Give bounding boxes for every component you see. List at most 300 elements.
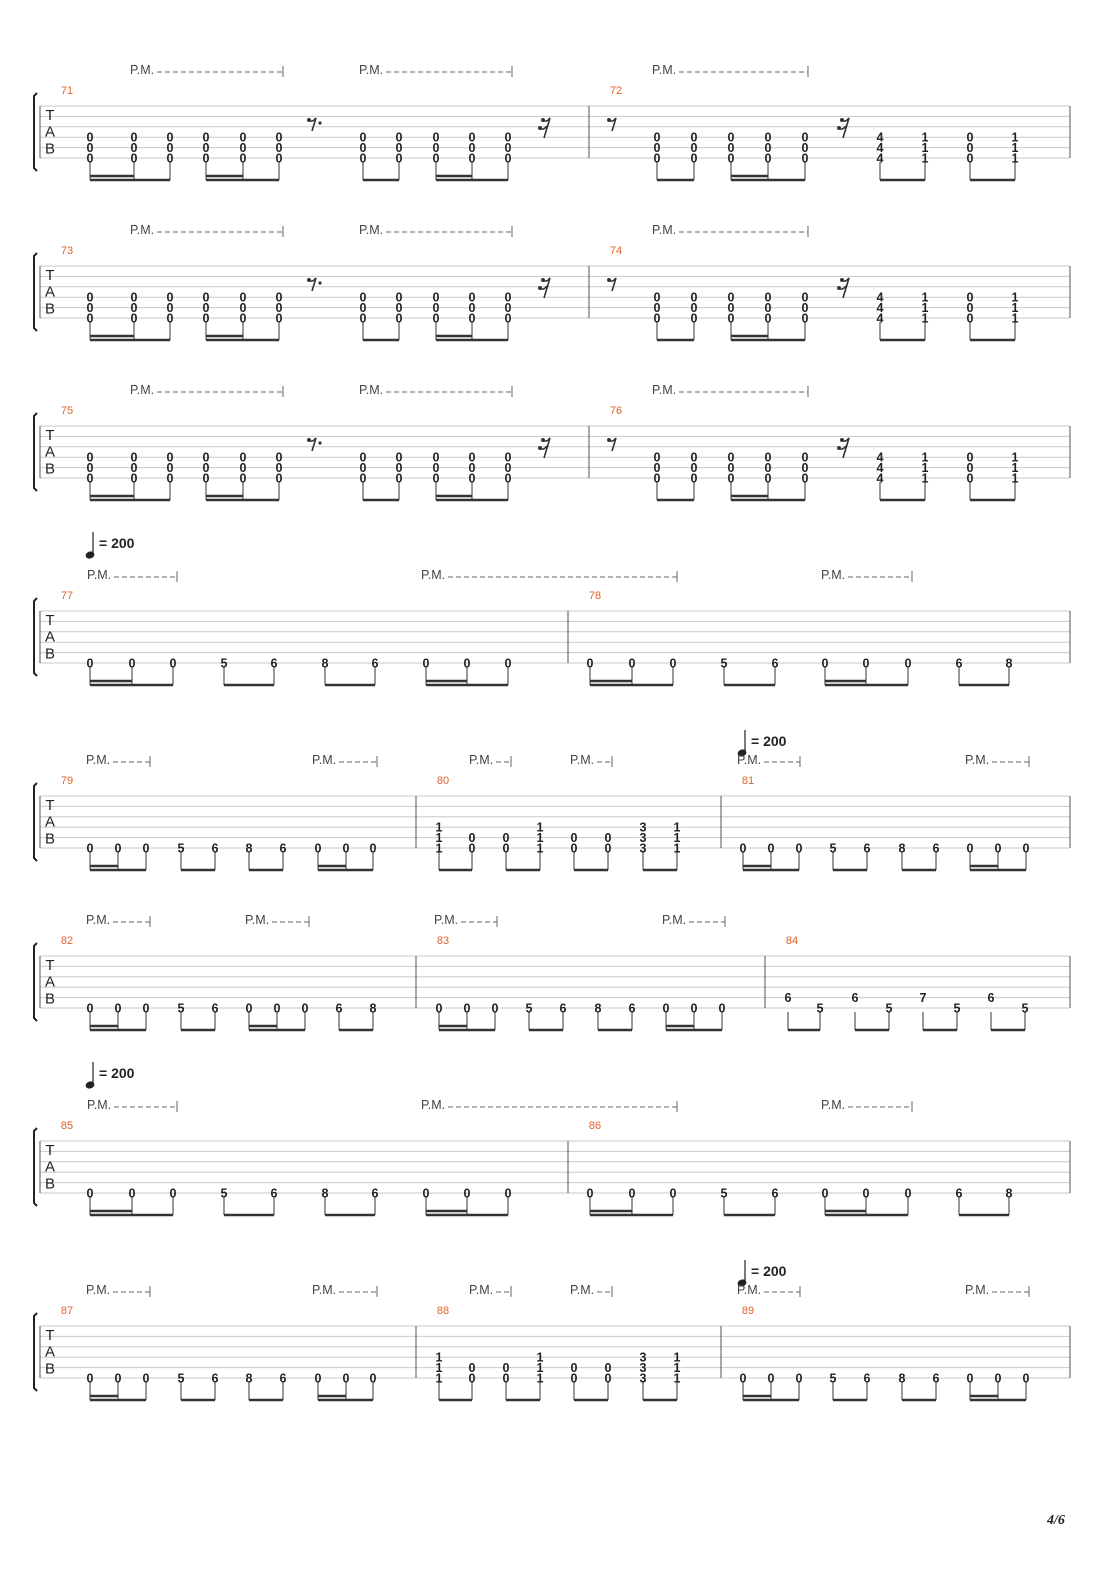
fret-number: 5 xyxy=(720,656,728,671)
fret-number: 6 xyxy=(371,656,379,671)
fret-number: 0 xyxy=(86,290,94,305)
measure-number: 75 xyxy=(60,405,74,417)
fret-number: 5 xyxy=(816,1001,824,1016)
fret-number: 0 xyxy=(764,301,772,316)
fret-number: 0 xyxy=(245,1001,253,1016)
fret-number: 6 xyxy=(955,1186,963,1201)
fret-number: 6 xyxy=(784,991,792,1006)
measure-number: 81 xyxy=(741,775,755,787)
fret-number: 0 xyxy=(764,130,772,145)
fret-number: 5 xyxy=(829,841,837,856)
fret-number: 1 xyxy=(536,831,544,846)
rest-augment-dot xyxy=(318,121,321,124)
fret-number: 0 xyxy=(801,301,809,316)
measure-number: 78 xyxy=(588,590,602,602)
fret-number: 0 xyxy=(275,141,283,156)
fret-number: 0 xyxy=(653,461,661,476)
fret-number: 1 xyxy=(1011,151,1019,166)
fret-number: 0 xyxy=(669,1186,677,1201)
fret-number: 4 xyxy=(876,151,884,166)
fret-number: 5 xyxy=(177,841,185,856)
tab-clef-letter: B xyxy=(44,140,56,158)
fret-number: 0 xyxy=(570,841,578,856)
measure-number: 77 xyxy=(60,590,74,602)
tab-system xyxy=(34,916,1070,1030)
fret-number: 0 xyxy=(130,471,138,486)
fret-number: 0 xyxy=(727,450,735,465)
fret-number: 0 xyxy=(239,471,247,486)
tab-clef-letter: B xyxy=(44,300,56,318)
fret-number: 0 xyxy=(359,311,367,326)
system-bracket xyxy=(34,943,37,1021)
fret-number: 0 xyxy=(86,130,94,145)
fret-number: 0 xyxy=(239,151,247,166)
fret-number: 0 xyxy=(202,311,210,326)
fret-number: 1 xyxy=(673,831,681,846)
fret-number: 0 xyxy=(128,1186,136,1201)
fret-number: 1 xyxy=(536,1361,544,1376)
palm-mute-label: P.M. xyxy=(359,383,384,397)
palm-mute-label: P.M. xyxy=(821,568,846,582)
fret-number: 0 xyxy=(395,141,403,156)
fret-number: 0 xyxy=(275,450,283,465)
fret-number: 0 xyxy=(275,301,283,316)
fret-number: 6 xyxy=(863,1371,871,1386)
fret-number: 0 xyxy=(764,151,772,166)
fret-number: 5 xyxy=(953,1001,961,1016)
fret-number: 0 xyxy=(395,301,403,316)
fret-number: 0 xyxy=(966,290,974,305)
fret-number: 1 xyxy=(536,820,544,835)
tempo-marking: = 200 xyxy=(751,1263,787,1279)
fret-number: 0 xyxy=(166,311,174,326)
fret-number: 0 xyxy=(821,1186,829,1201)
fret-number: 0 xyxy=(86,1371,94,1386)
tab-system xyxy=(34,226,1070,340)
fret-number: 0 xyxy=(504,151,512,166)
fret-number: 0 xyxy=(432,471,440,486)
fret-number: 0 xyxy=(142,841,150,856)
fret-number: 0 xyxy=(432,301,440,316)
fret-number: 0 xyxy=(432,311,440,326)
fret-number: 3 xyxy=(639,841,647,856)
fret-number: 0 xyxy=(468,301,476,316)
fret-number: 0 xyxy=(653,471,661,486)
palm-mute-label: P.M. xyxy=(469,753,494,767)
fret-number: 5 xyxy=(177,1001,185,1016)
measure-number: 76 xyxy=(609,405,623,417)
fret-number: 0 xyxy=(604,831,612,846)
fret-number: 0 xyxy=(653,301,661,316)
fret-number: 1 xyxy=(921,311,929,326)
fret-number: 0 xyxy=(468,461,476,476)
fret-number: 0 xyxy=(727,471,735,486)
fret-number: 3 xyxy=(639,1350,647,1365)
fret-number: 0 xyxy=(653,130,661,145)
fret-number: 0 xyxy=(502,841,510,856)
fret-number: 7 xyxy=(919,991,927,1006)
measure-number: 74 xyxy=(609,245,623,257)
fret-number: 0 xyxy=(359,450,367,465)
measure-number: 84 xyxy=(785,935,799,947)
fret-number: 0 xyxy=(628,656,636,671)
tab-system xyxy=(34,1062,1070,1215)
fret-number: 0 xyxy=(369,841,377,856)
measure-number: 72 xyxy=(609,85,623,97)
fret-number: 0 xyxy=(767,1371,775,1386)
palm-mute-label: P.M. xyxy=(965,1283,990,1297)
tab-clef-letter: T xyxy=(45,612,55,629)
fret-number: 0 xyxy=(718,1001,726,1016)
fret-number: 0 xyxy=(801,471,809,486)
fret-number: 0 xyxy=(359,301,367,316)
fret-number: 4 xyxy=(876,290,884,305)
fret-number: 0 xyxy=(468,450,476,465)
palm-mute-label: P.M. xyxy=(421,568,446,582)
palm-mute-label: P.M. xyxy=(87,1098,112,1112)
fret-number: 0 xyxy=(966,141,974,156)
fret-number: 0 xyxy=(504,141,512,156)
fret-number: 0 xyxy=(690,1001,698,1016)
fret-number: 6 xyxy=(211,1371,219,1386)
fret-number: 0 xyxy=(166,130,174,145)
palm-mute-label: P.M. xyxy=(821,1098,846,1112)
fret-number: 0 xyxy=(966,461,974,476)
fret-number: 0 xyxy=(239,141,247,156)
fret-number: 8 xyxy=(898,841,906,856)
fret-number: 0 xyxy=(468,471,476,486)
palm-mute-label: P.M. xyxy=(737,1283,762,1297)
fret-number: 1 xyxy=(921,471,929,486)
fret-number: 0 xyxy=(130,151,138,166)
tab-clef-letter: T xyxy=(45,427,55,444)
fret-number: 0 xyxy=(86,301,94,316)
fret-number: 8 xyxy=(898,1371,906,1386)
measure-number: 89 xyxy=(741,1305,755,1317)
fret-number: 5 xyxy=(1021,1001,1029,1016)
fret-number: 0 xyxy=(359,461,367,476)
fret-number: 0 xyxy=(586,656,594,671)
fret-number: 1 xyxy=(435,841,443,856)
fret-number: 0 xyxy=(130,311,138,326)
fret-number: 0 xyxy=(821,656,829,671)
fret-number: 0 xyxy=(904,656,912,671)
fret-number: 0 xyxy=(342,841,350,856)
fret-number: 4 xyxy=(876,130,884,145)
fret-number: 0 xyxy=(359,141,367,156)
fret-number: 0 xyxy=(432,141,440,156)
tab-system xyxy=(34,1260,1070,1400)
fret-number: 1 xyxy=(673,841,681,856)
palm-mute-label: P.M. xyxy=(312,753,337,767)
fret-number: 0 xyxy=(966,151,974,166)
fret-number: 0 xyxy=(432,461,440,476)
fret-number: 1 xyxy=(673,1371,681,1386)
rest-dot xyxy=(538,126,542,130)
measure-number: 71 xyxy=(60,85,74,97)
fret-number: 0 xyxy=(395,471,403,486)
page-number: 4/6 xyxy=(1047,1513,1065,1528)
palm-mute-label: P.M. xyxy=(86,913,111,927)
fret-number: 0 xyxy=(727,151,735,166)
fret-number: 0 xyxy=(128,656,136,671)
fret-number: 0 xyxy=(1022,841,1030,856)
system-bracket xyxy=(34,1313,37,1391)
fret-number: 0 xyxy=(86,141,94,156)
fret-number: 0 xyxy=(169,656,177,671)
palm-mute-label: P.M. xyxy=(130,383,155,397)
fret-number: 3 xyxy=(639,820,647,835)
fret-number: 0 xyxy=(690,301,698,316)
tempo-note-head xyxy=(85,550,96,560)
fret-number: 0 xyxy=(764,311,772,326)
fret-number: 5 xyxy=(720,1186,728,1201)
palm-mute-label: P.M. xyxy=(359,63,384,77)
fret-number: 0 xyxy=(653,151,661,166)
palm-mute-label: P.M. xyxy=(469,1283,494,1297)
fret-number: 1 xyxy=(435,831,443,846)
fret-number: 0 xyxy=(504,311,512,326)
tab-clef-letter: T xyxy=(45,1142,55,1159)
palm-mute-label: P.M. xyxy=(662,913,687,927)
fret-number: 0 xyxy=(767,841,775,856)
fret-number: 0 xyxy=(862,1186,870,1201)
fret-number: 0 xyxy=(301,1001,309,1016)
rest-dot xyxy=(607,118,611,122)
fret-number: 0 xyxy=(502,1361,510,1376)
fret-number: 0 xyxy=(435,1001,443,1016)
palm-mute-label: P.M. xyxy=(359,223,384,237)
fret-number: 0 xyxy=(275,151,283,166)
rest-dot xyxy=(607,438,611,442)
palm-mute-label: P.M. xyxy=(737,753,762,767)
fret-number: 8 xyxy=(321,1186,329,1201)
fret-number: 1 xyxy=(1011,461,1019,476)
palm-mute-label: P.M. xyxy=(86,1283,111,1297)
fret-number: 0 xyxy=(239,301,247,316)
fret-number: 6 xyxy=(211,1001,219,1016)
fret-number: 0 xyxy=(504,290,512,305)
fret-number: 0 xyxy=(463,656,471,671)
fret-number: 0 xyxy=(314,841,322,856)
tab-clef-letter: B xyxy=(44,830,56,848)
rest-dot xyxy=(840,118,844,122)
system-bracket xyxy=(34,1128,37,1206)
rest-augment-dot xyxy=(318,441,321,444)
fret-number: 0 xyxy=(142,1001,150,1016)
fret-number: 0 xyxy=(504,471,512,486)
fret-number: 0 xyxy=(727,301,735,316)
rest-dot xyxy=(307,438,311,442)
fret-number: 8 xyxy=(369,1001,377,1016)
fret-number: 0 xyxy=(727,130,735,145)
fret-number: 0 xyxy=(994,1371,1002,1386)
fret-number: 4 xyxy=(876,461,884,476)
fret-number: 0 xyxy=(463,1001,471,1016)
fret-number: 0 xyxy=(801,130,809,145)
fret-number: 0 xyxy=(166,290,174,305)
fret-number: 0 xyxy=(86,311,94,326)
fret-number: 1 xyxy=(673,1350,681,1365)
fret-number: 0 xyxy=(275,461,283,476)
tab-clef-letter: A xyxy=(44,973,56,991)
fret-number: 1 xyxy=(921,461,929,476)
fret-number: 0 xyxy=(570,1361,578,1376)
fret-number: 0 xyxy=(86,1001,94,1016)
rest-dot xyxy=(307,278,311,282)
fret-number: 0 xyxy=(166,450,174,465)
fret-number: 6 xyxy=(270,656,278,671)
fret-number: 0 xyxy=(86,461,94,476)
tab-system xyxy=(34,532,1070,685)
fret-number: 0 xyxy=(570,1371,578,1386)
fret-number: 0 xyxy=(202,141,210,156)
fret-number: 0 xyxy=(966,471,974,486)
fret-number: 0 xyxy=(690,141,698,156)
fret-number: 0 xyxy=(275,471,283,486)
tempo-marking: = 200 xyxy=(751,733,787,749)
palm-mute-label: P.M. xyxy=(434,913,459,927)
fret-number: 0 xyxy=(395,130,403,145)
fret-number: 0 xyxy=(422,656,430,671)
fret-number: 1 xyxy=(1011,301,1019,316)
rest-dot xyxy=(840,438,844,442)
palm-mute-label: P.M. xyxy=(570,753,595,767)
fret-number: 0 xyxy=(468,311,476,326)
fret-number: 0 xyxy=(432,151,440,166)
fret-number: 0 xyxy=(395,450,403,465)
fret-number: 0 xyxy=(142,1371,150,1386)
fret-number: 0 xyxy=(468,141,476,156)
fret-number: 0 xyxy=(727,461,735,476)
fret-number: 0 xyxy=(604,841,612,856)
fret-number: 0 xyxy=(166,151,174,166)
fret-number: 0 xyxy=(491,1001,499,1016)
fret-number: 0 xyxy=(690,130,698,145)
system-bracket xyxy=(34,93,37,171)
fret-number: 3 xyxy=(639,1371,647,1386)
tab-clef-letter: B xyxy=(44,990,56,1008)
fret-number: 0 xyxy=(801,450,809,465)
fret-number: 0 xyxy=(468,831,476,846)
fret-number: 1 xyxy=(435,1350,443,1365)
fret-number: 8 xyxy=(594,1001,602,1016)
fret-number: 0 xyxy=(801,151,809,166)
fret-number: 0 xyxy=(239,461,247,476)
fret-number: 1 xyxy=(1011,311,1019,326)
fret-number: 6 xyxy=(932,1371,940,1386)
fret-number: 0 xyxy=(739,841,747,856)
fret-number: 0 xyxy=(966,450,974,465)
fret-number: 0 xyxy=(727,141,735,156)
tab-clef-letter: T xyxy=(45,957,55,974)
fret-number: 0 xyxy=(369,1371,377,1386)
fret-number: 0 xyxy=(166,141,174,156)
fret-number: 0 xyxy=(130,130,138,145)
fret-number: 0 xyxy=(504,450,512,465)
fret-number: 0 xyxy=(395,290,403,305)
fret-number: 0 xyxy=(86,841,94,856)
fret-number: 0 xyxy=(468,130,476,145)
tempo-note-head xyxy=(85,1080,96,1090)
fret-number: 5 xyxy=(220,656,228,671)
tab-clef-letter: B xyxy=(44,460,56,478)
fret-number: 0 xyxy=(966,1371,974,1386)
fret-number: 0 xyxy=(764,450,772,465)
fret-number: 1 xyxy=(435,1371,443,1386)
tempo-marking: = 200 xyxy=(99,535,135,551)
fret-number: 6 xyxy=(335,1001,343,1016)
fret-number: 0 xyxy=(468,151,476,166)
tab-clef-letter: T xyxy=(45,107,55,124)
palm-mute-label: P.M. xyxy=(87,568,112,582)
fret-number: 1 xyxy=(536,1350,544,1365)
fret-number: 0 xyxy=(202,151,210,166)
tempo-marking: = 200 xyxy=(99,1065,135,1081)
rest-dot xyxy=(541,438,545,442)
palm-mute-label: P.M. xyxy=(652,383,677,397)
fret-number: 0 xyxy=(739,1371,747,1386)
fret-number: 6 xyxy=(279,1371,287,1386)
fret-number: 0 xyxy=(202,450,210,465)
rest-dot xyxy=(541,118,545,122)
rest-dot xyxy=(541,278,545,282)
tab-clef-letter: A xyxy=(44,813,56,831)
fret-number: 1 xyxy=(1011,141,1019,156)
fret-number: 0 xyxy=(653,311,661,326)
fret-number: 0 xyxy=(130,301,138,316)
fret-number: 0 xyxy=(727,311,735,326)
fret-number: 0 xyxy=(727,290,735,305)
fret-number: 1 xyxy=(1011,471,1019,486)
palm-mute-label: P.M. xyxy=(570,1283,595,1297)
fret-number: 0 xyxy=(239,450,247,465)
fret-number: 4 xyxy=(876,471,884,486)
fret-number: 0 xyxy=(130,450,138,465)
fret-number: 1 xyxy=(435,1361,443,1376)
fret-number: 0 xyxy=(202,301,210,316)
fret-number: 0 xyxy=(468,290,476,305)
fret-number: 0 xyxy=(130,290,138,305)
fret-number: 0 xyxy=(801,461,809,476)
rest-dot xyxy=(538,286,542,290)
fret-number: 8 xyxy=(245,841,253,856)
fret-number: 0 xyxy=(273,1001,281,1016)
fret-number: 0 xyxy=(502,831,510,846)
measure-number: 86 xyxy=(588,1120,602,1132)
fret-number: 0 xyxy=(114,1371,122,1386)
fret-number: 0 xyxy=(86,656,94,671)
fret-number: 0 xyxy=(570,831,578,846)
tab-clef-letter: B xyxy=(44,645,56,663)
tab-clef-letter: T xyxy=(45,267,55,284)
system-bracket xyxy=(34,783,37,861)
tab-clef-letter: A xyxy=(44,283,56,301)
fret-number: 0 xyxy=(994,841,1002,856)
palm-mute-label: P.M. xyxy=(965,753,990,767)
rest-dot xyxy=(837,286,841,290)
system-bracket xyxy=(34,253,37,331)
fret-number: 0 xyxy=(1022,1371,1030,1386)
fret-number: 0 xyxy=(966,841,974,856)
fret-number: 0 xyxy=(114,841,122,856)
palm-mute-label: P.M. xyxy=(130,223,155,237)
fret-number: 0 xyxy=(690,471,698,486)
fret-number: 0 xyxy=(86,151,94,166)
fret-number: 0 xyxy=(86,1186,94,1201)
fret-number: 4 xyxy=(876,301,884,316)
fret-number: 0 xyxy=(432,130,440,145)
